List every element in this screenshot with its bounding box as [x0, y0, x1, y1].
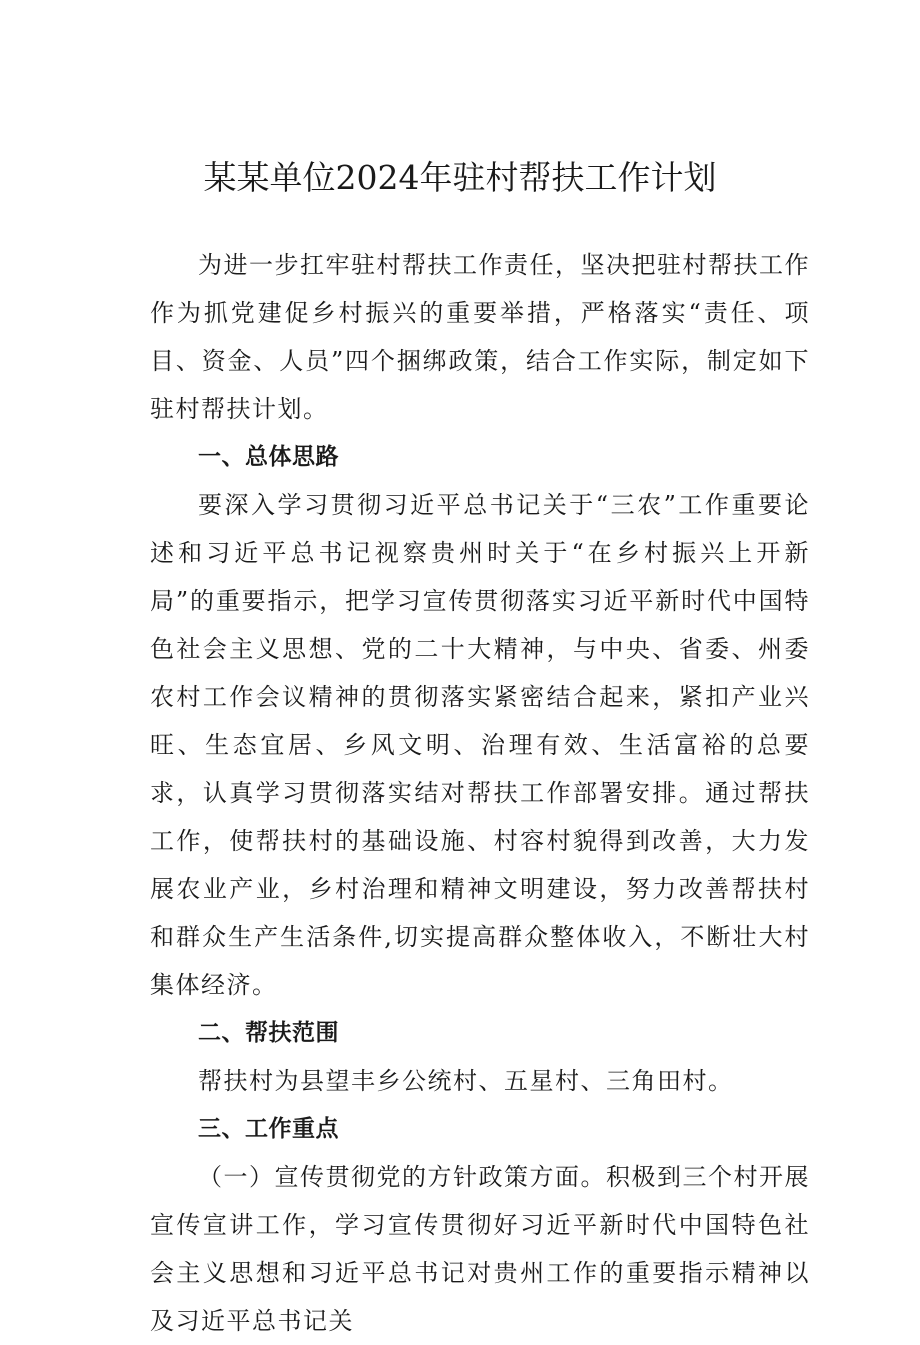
section-paragraph-scope: 帮扶村为县望丰乡公统村、五星村、三角田村。	[198, 1067, 734, 1095]
section-heading-key-work: 三、工作重点	[198, 1116, 339, 1142]
section-paragraph-overall-idea: 要深入学习贯彻习近平总书记关于“三农”工作重要论述和习近平总书记视察贵州时关于“在乡村振兴上开新局”的重要指示，把学习宣传贯彻落实习近平新时代中国特色社会主义思想、党的二十大精神，与中央、省委、州委农村工作会议精神的贯彻落实紧密结合起来，紧扣产业兴旺、生态宜居、乡风文明、治理有效、生活富裕的总要求，认真学习贯彻落实结对帮扶工作部署安排。通过帮扶工作，使帮扶村的基础设施、村容村貌得到改善，大力发展农业产业，乡村治理和精神文明建设，努力改善帮扶村和群众生产生活条件,切实提高群众整体收入，不断壮大村集体经济。	[150, 491, 810, 999]
document-body	[150, 241, 810, 1345]
section-heading-scope: 二、帮扶范围	[198, 1020, 339, 1046]
intro-paragraph: 为进一步扛牢驻村帮扶工作责任，坚决把驻村帮扶工作作为抓党建促乡村振兴的重要举措，严格落实“责任、项目、资金、人员”四个捆绑政策，结合工作实际，制定如下驻村帮扶计划。	[150, 251, 810, 423]
section-paragraph-key-work: （一）宣传贯彻党的方针政策方面。积极到三个村开展宣传宣讲工作，学习宣传贯彻好习近平新时代中国特色社会主义思想和习近平总书记对贵州工作的重要指示精神以及习近平总书记关	[150, 1163, 810, 1335]
document-title: 某某单位2024年驻村帮扶工作计划	[203, 158, 717, 197]
section-heading-overall-idea: 一、总体思路	[198, 444, 339, 470]
